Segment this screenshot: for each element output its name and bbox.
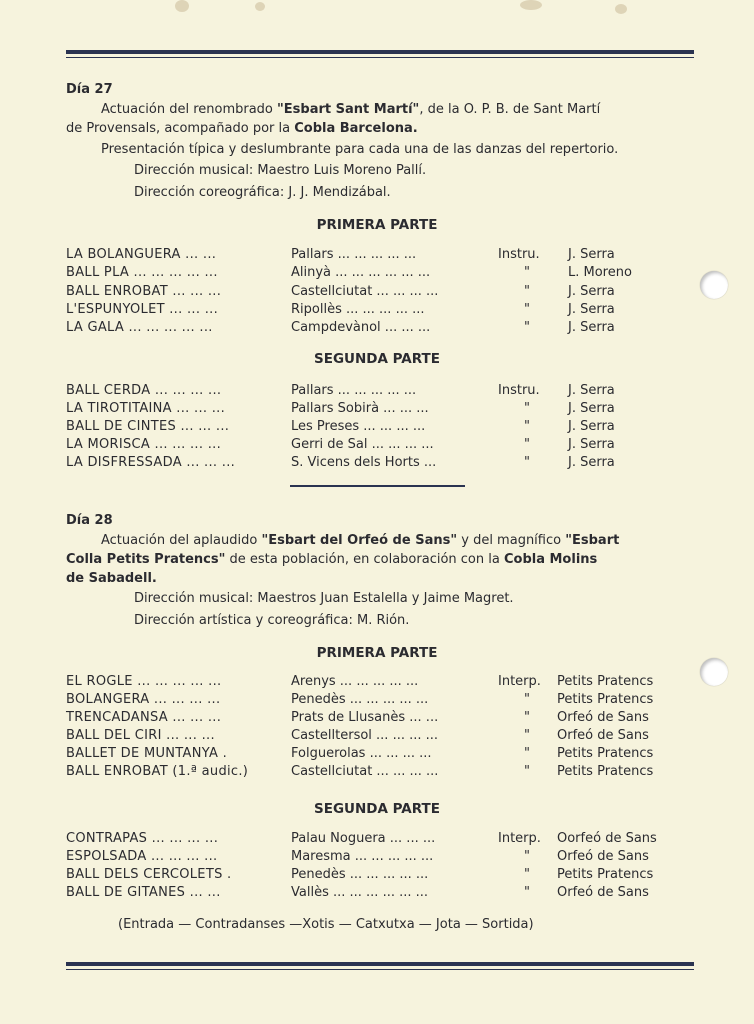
row-tag: " [524,265,530,280]
intro-text: , de la O. P. B. de Sant Martí [419,102,601,117]
bottom-double-rule [66,962,694,966]
row-performer: J. Serra [568,437,615,452]
dance-name: LA DISFRESSADA ... ... ... [66,455,236,470]
row-performer: L. Moreno [568,265,632,280]
table-row [0,302,754,320]
dance-origin: Prats de Llusanès ... ... [291,710,439,725]
row-performer: Orfeó de Sans [557,728,649,743]
intro-text: y del magnífico [457,533,566,548]
esbart-name: "Esbart del Orfeó de Sans" [261,533,458,548]
day-27-part-1-title: PRIMERA PARTE [316,217,438,233]
dance-origin: Penedès ... ... ... ... ... [291,867,429,882]
dance-name: CONTRAPAS ... ... ... ... [66,831,219,846]
intro-text: Actuación del renombrado [101,102,278,117]
day-28-music-direction: Dirección musical: Maestros Juan Estalella y Jaime Magret. [134,591,514,606]
table-row [0,437,754,455]
table-row [0,867,754,885]
table-row [0,728,754,746]
row-tag: Interp. [498,674,541,689]
table-row [0,746,754,764]
dance-origin: Castellciutat ... ... ... ... [291,284,439,299]
row-performer: J. Serra [568,419,615,434]
dance-name: LA BOLANGUERA ... ... [66,247,217,262]
row-tag: " [524,885,530,900]
row-performer: Oorfeó de Sans [557,831,657,846]
row-performer: Petits Pratencs [557,764,654,779]
table-row [0,401,754,419]
row-tag: Instru. [498,247,540,262]
day-27-music-direction: Dirección musical: Maestro Luis Moreno Pallí. [134,163,427,178]
row-tag: " [524,419,530,434]
dance-name: L'ESPUNYOLET ... ... ... [66,302,219,317]
row-performer: J. Serra [568,302,615,317]
row-tag: Interp. [498,831,541,846]
dance-name: BALL DE CINTES ... ... ... [66,419,230,434]
row-performer: J. Serra [568,247,615,262]
dance-origin: Maresma ... ... ... ... ... [291,849,434,864]
cobla-name: Cobla Barcelona. [294,121,418,136]
row-performer: Orfeó de Sans [557,885,649,900]
dance-name: LA TIROTITAINA ... ... ... [66,401,226,416]
table-row [0,320,754,338]
intro-text: de Provensals, acompañado por la [66,121,295,136]
day-28-intro-line-3: de Sabadell. [66,571,157,586]
row-tag: " [524,284,530,299]
table-row [0,383,754,401]
table-row [0,265,754,283]
dance-origin: S. Vicens dels Horts ... [291,455,437,470]
row-performer: J. Serra [568,383,615,398]
dance-name: EL ROGLE ... ... ... ... ... [66,674,222,689]
intro-text: de esta población, en colaboración con la [225,552,504,567]
day-27-choreo-direction: Dirección coreográfica: J. J. Mendizábal. [134,185,391,200]
dance-origin: Palau Noguera ... ... ... [291,831,436,846]
dance-origin: Gerri de Sal ... ... ... ... [291,437,434,452]
row-tag: " [524,849,530,864]
dance-name: BALL DELS CERCOLETS . [66,867,232,882]
dance-name: BOLANGERA ... ... ... ... [66,692,221,707]
dance-name: TRENCADANSA ... ... ... [66,710,222,725]
dance-origin: Arenys ... ... ... ... ... [291,674,419,689]
cobla-name: Cobla Molins [503,552,598,567]
dance-origin: Pallars Sobirà ... ... ... [291,401,429,416]
row-tag: " [524,867,530,882]
dance-origin: Les Preses ... ... ... ... [291,419,426,434]
row-tag: " [524,401,530,416]
row-performer: J. Serra [568,284,615,299]
day-28-part-1-title: PRIMERA PARTE [316,645,438,661]
dance-name: BALL ENROBAT (1.ª audic.) [66,764,249,779]
dance-name: BALL PLA ... ... ... ... ... [66,265,218,280]
dance-name: LA GALA ... ... ... ... ... [66,320,213,335]
intro-text: Actuación del aplaudido [101,533,262,548]
dance-name: BALL ENROBAT ... ... ... [66,284,222,299]
dance-name: LA MORISCA ... ... ... ... [66,437,222,452]
top-double-rule [66,50,694,54]
dance-origin: Penedès ... ... ... ... ... [291,692,429,707]
row-tag: " [524,746,530,761]
table-row [0,849,754,867]
row-performer: Petits Pratencs [557,692,654,707]
row-performer: Petits Pratencs [557,746,654,761]
row-tag: " [524,302,530,317]
row-tag: " [524,320,530,335]
dance-origin: Ripollès ... ... ... ... ... [291,302,425,317]
table-row [0,284,754,302]
table-row [0,831,754,849]
dance-name: BALL DEL CIRI ... ... ... [66,728,215,743]
row-tag: " [524,455,530,470]
day-28-intro-line-2 [66,551,597,568]
row-tag: " [524,728,530,743]
table-row [0,674,754,692]
dance-name: ESPOLSADA ... ... ... ... [66,849,218,864]
paper-stain [615,4,627,14]
day-28-intro-line-1 [101,532,619,549]
day-27-part-2-title: SEGUNDA PARTE [314,351,440,367]
dance-sequence-footer: (Entrada — Contradanses —Xotis — Catxutxa — Jota — Sortida) [118,917,534,932]
day-28-part-2-title: SEGUNDA PARTE [314,801,440,817]
dance-name: BALL DE GITANES ... ... [66,885,221,900]
dance-origin: Pallars ... ... ... ... ... [291,383,417,398]
dance-origin: Alinyà ... ... ... ... ... ... [291,265,431,280]
row-performer: J. Serra [568,320,615,335]
paper-stain [520,0,542,10]
dance-origin: Castellciutat ... ... ... ... [291,764,439,779]
dance-name: BALL CERDA ... ... ... ... [66,383,222,398]
row-tag: Instru. [498,383,540,398]
table-row [0,455,754,473]
day-27-title: Día 27 [66,82,113,97]
day-27-intro-line-1 [101,101,600,118]
row-performer: Orfeó de Sans [557,710,649,725]
esbart-name: "Esbart Sant Martí" [277,102,420,117]
dance-origin: Campdevànol ... ... ... [291,320,431,335]
row-performer: Petits Pratencs [557,674,654,689]
table-row [0,710,754,728]
esbart-name: "Esbart [565,533,620,548]
day-28-title: Día 28 [66,513,113,528]
dance-origin: Castelltersol ... ... ... ... [291,728,439,743]
day-27-intro-line-2 [66,120,418,137]
dance-origin: Folguerolas ... ... ... ... [291,746,432,761]
row-performer: J. Serra [568,401,615,416]
paper-stain [175,0,189,12]
row-tag: " [524,710,530,725]
row-performer: Petits Pratencs [557,867,654,882]
day-27-presentation: Presentación típica y deslumbrante para cada una de las danzas del repertorio. [101,142,619,157]
table-row [0,419,754,437]
row-tag: " [524,437,530,452]
row-performer: Orfeó de Sans [557,849,649,864]
row-tag: " [524,764,530,779]
table-row [0,247,754,265]
table-row [0,764,754,782]
row-tag: " [524,692,530,707]
paper-stain [255,2,265,11]
dance-origin: Vallès ... ... ... ... ... ... [291,885,429,900]
section-divider [290,485,465,487]
day-28-art-direction: Dirección artística y coreográfica: M. Rión. [134,613,410,628]
dance-origin: Pallars ... ... ... ... ... [291,247,417,262]
row-performer: J. Serra [568,455,615,470]
dance-name: BALLET DE MUNTANYA . [66,746,228,761]
table-row [0,692,754,710]
esbart-name: Colla Petits Pratencs" [66,552,226,567]
table-row [0,885,754,903]
